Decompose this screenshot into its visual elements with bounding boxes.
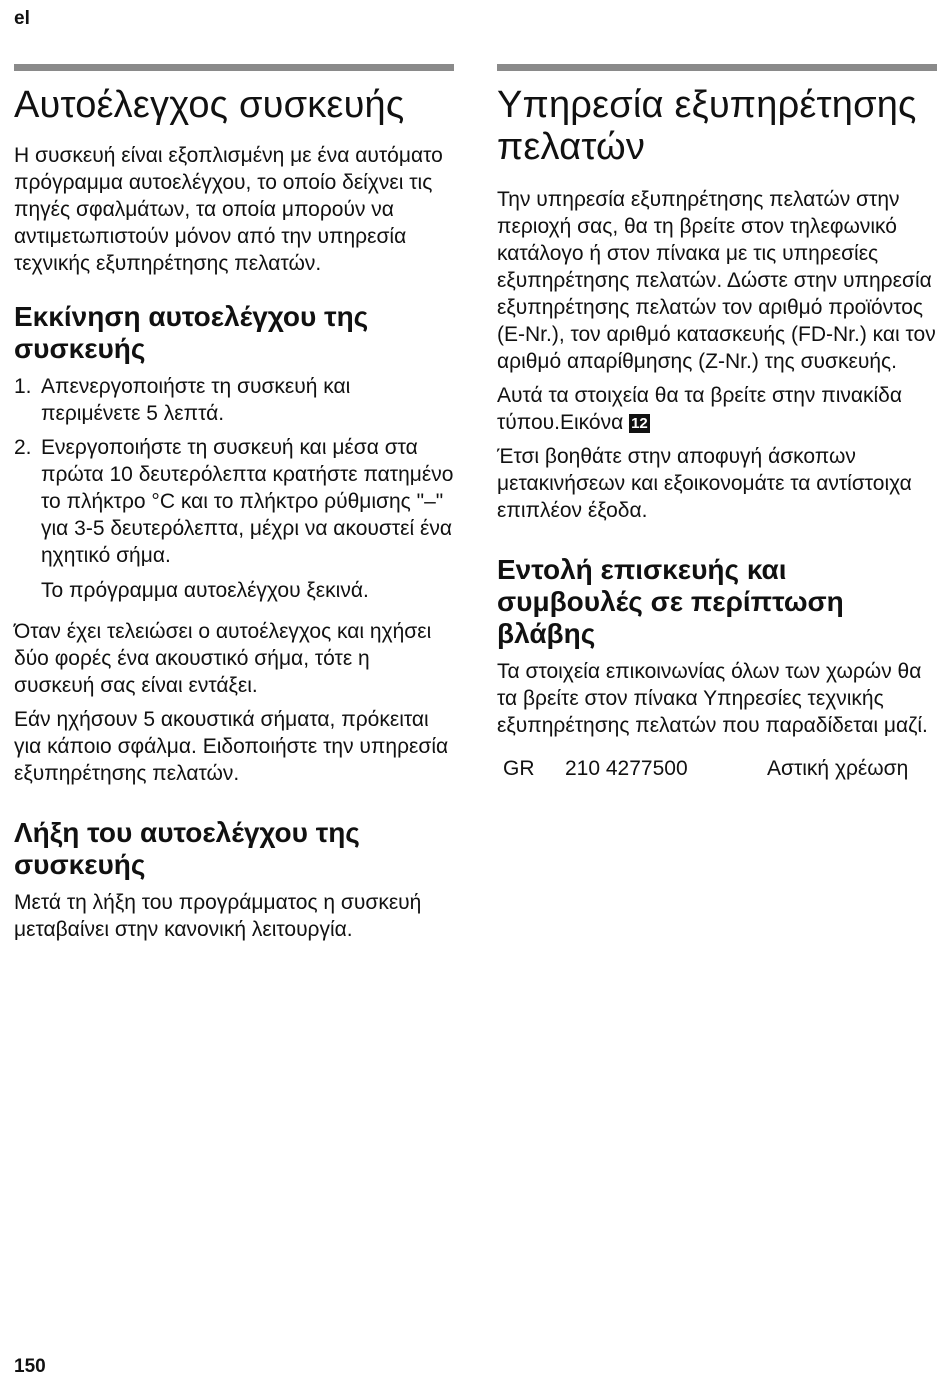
repair-order-heading: Εντολή επισκευής και συμβουλές σε περίπτωση βλάβης bbox=[497, 554, 844, 649]
self-test-title: Αυτοέλεγχος συσκευής bbox=[14, 84, 405, 126]
contact-country: GR bbox=[503, 757, 535, 780]
customer-service-text: Την υπηρεσία εξυπηρέτησης πελατών στην περιοχή σας, θα τη βρείτε στον τηλεφωνικό κατάλογο ή στον πίνακα με τις υπηρεσίες εξυπηρέτησης πελατών. Δώστε στην υπηρεσία εξυπηρέτησης πελατών τον αριθμό προϊόντος (E-Nr.), τον αριθμό κατασκευής (FD-Nr.) και τον αριθμό απαρίθμησης (Z-Nr.) της συσκευής. bbox=[497, 188, 936, 373]
rating-plate-text bbox=[497, 382, 937, 436]
end-self-test-heading: Λήξη του αυτοελέγχου της συσκευής bbox=[14, 817, 360, 880]
self-test-steps bbox=[14, 373, 454, 569]
contact-charge: Αστική χρέωση bbox=[767, 757, 909, 780]
page-number: 150 bbox=[14, 1356, 46, 1377]
customer-service-title: Υπηρεσία εξυπηρέτησης πελατών bbox=[497, 84, 917, 168]
right-column bbox=[497, 80, 937, 782]
step-number: 1. bbox=[14, 375, 32, 398]
contact-phone: 210 4277500 bbox=[565, 757, 688, 780]
repair-order-text: Τα στοιχεία επικοινωνίας όλων των χωρών θα τα βρείτε στον πίνακα Υπηρεσίες τεχνικής εξυπηρέτησης πελατών που παραδίδεται μαζί. bbox=[497, 660, 928, 737]
step-text: Ενεργοποιήστε τη συσκευή και μέσα στα πρώτα 10 δευτερόλεπτα κρατήστε πατημένο το πλήκτρο °C και το πλήκτρο ρύθμισης "–" για 3-5 δευτερόλεπτα, μέχρι να ακουστεί ένα ηχητικό σήμα. bbox=[41, 436, 454, 567]
self-test-error-text: Εάν ηχήσουν 5 ακουστικά σήματα, πρόκειται για κάποιο σφάλμα. Ειδοποιήστε την υπηρεσία εξυπηρέτησης πελατών. bbox=[14, 708, 449, 785]
language-code: el bbox=[14, 8, 30, 29]
rating-plate-sentence: Αυτά τα στοιχεία θα τα βρείτε στην πινακίδα τύπου.Εικόνα bbox=[497, 384, 902, 434]
end-self-test-text: Μετά τη λήξη του προγράμματος η συσκευή μεταβαίνει στην κανονική λειτουργία. bbox=[14, 891, 422, 941]
step-item bbox=[14, 373, 454, 427]
step-text: Απενεργοποιήστε τη συσκευή και περιμένετε 5 λεπτά. bbox=[41, 375, 351, 425]
self-test-intro: Η συσκευή είναι εξοπλισμένη με ένα αυτόματο πρόγραμμα αυτοελέγχου, το οποίο δείχνει τις πηγές σφαλμάτων, τα οποία μπορούν να αντιμετωπιστούν μόνον από την υπηρεσία τεχνικής εξυπηρέτησης πελατών. bbox=[14, 144, 443, 275]
section-rule-left bbox=[14, 64, 454, 71]
self-test-ok-text: Όταν έχει τελειώσει ο αυτοέλεγχος και ηχήσει δύο φορές ένα ακουστικό σήμα, τότε η συσκευή σας είναι εντάξει. bbox=[14, 620, 432, 697]
savings-text: Έτσι βοηθάτε στην αποφυγή άσκοπων μετακινήσεων και εξοικονομάτε τα αντίστοιχα επιπλέον έξοδα. bbox=[497, 445, 912, 522]
step-result: Το πρόγραμμα αυτοελέγχου ξεκινά. bbox=[41, 579, 369, 602]
step-number: 2. bbox=[14, 436, 32, 459]
section-rule-right bbox=[497, 64, 937, 71]
figure-ref-badge: 12 bbox=[631, 415, 648, 432]
start-self-test-heading: Εκκίνηση αυτοελέγχου της συσκευής bbox=[14, 301, 369, 364]
step-item bbox=[14, 434, 454, 569]
left-column bbox=[14, 80, 454, 950]
contact-row bbox=[497, 755, 937, 782]
